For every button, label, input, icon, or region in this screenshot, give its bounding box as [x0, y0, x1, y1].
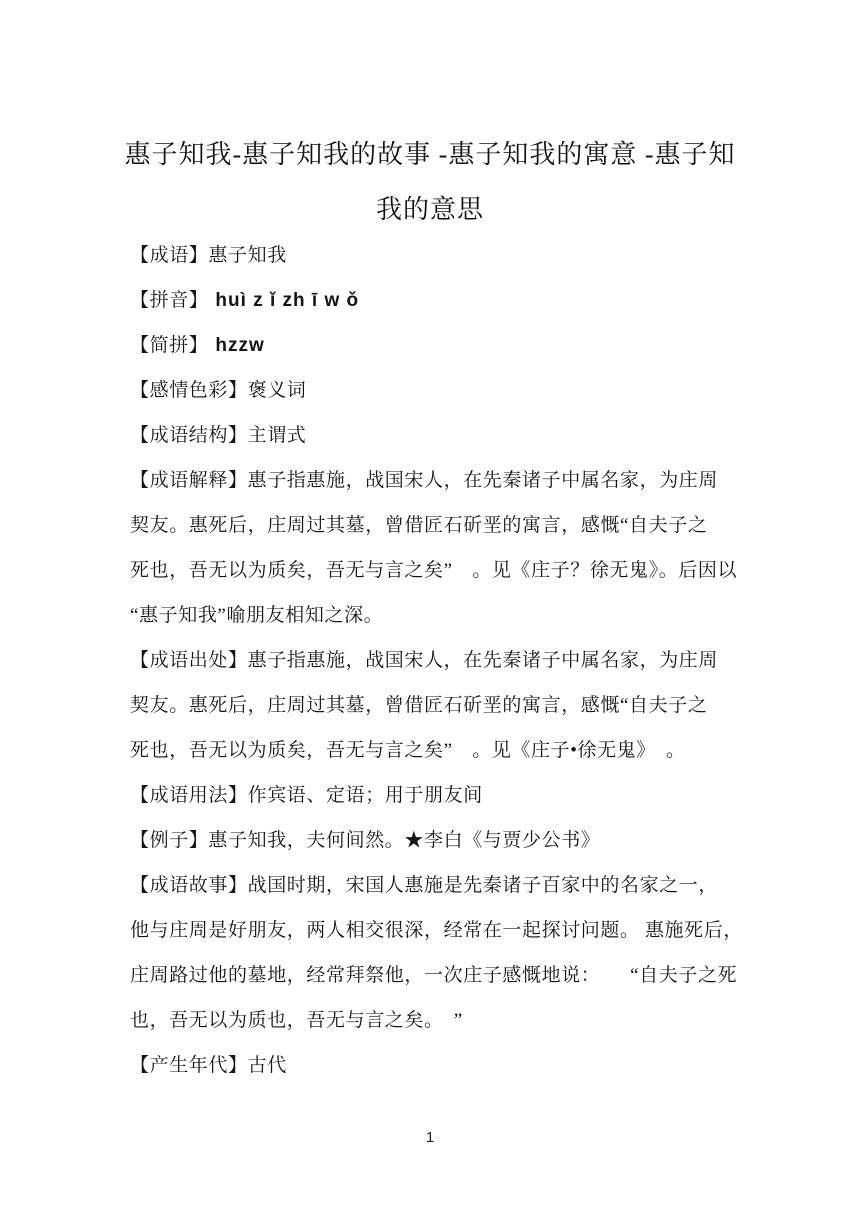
body-line-era: 【产生年代】古代	[130, 1055, 287, 1076]
body-line-source-3: 死也，吾无以为质矣，吾无与言之矣” 。见《庄子•徐无鬼》 。	[130, 740, 686, 761]
jianpin-label: 【简拼】	[130, 335, 209, 356]
jianpin-value: hzzw	[215, 335, 265, 356]
body-line-explanation-4: “惠子知我”喻朋友相知之深。	[130, 605, 384, 626]
body-line-sentiment: 【感情色彩】褒义词	[130, 380, 307, 401]
body-line-story-3: 庄周路过他的墓地，经常拜祭他，一次庄子感慨地说： “自夫子之死	[130, 965, 738, 986]
body-line-jianpin	[130, 323, 745, 368]
body-line-story-1: 【成语故事】战国时期，宋国人惠施是先秦诸子百家中的名家之一，	[130, 875, 719, 896]
body-line-story-2: 他与庄周是好朋友，两人相交很深，经常在一起探讨问题。 惠施死后，	[130, 920, 743, 941]
document-title-line-2: 我的意思	[375, 195, 484, 224]
document-body	[130, 233, 745, 1088]
document-title	[0, 127, 860, 237]
body-line-source-2: 契友。惠死后，庄周过其墓，曾借匠石斫垩的寓言，感慨“自夫子之	[130, 695, 708, 716]
pinyin-label: 【拼音】	[130, 290, 209, 311]
page-number: 1	[425, 1129, 435, 1146]
body-line-explanation-3: 死也，吾无以为质矣，吾无与言之矣” 。见《庄子？徐无鬼》。后因以	[130, 560, 738, 581]
body-line-explanation-1: 【成语解释】惠子指惠施，战国宋人，在先秦诸子中属名家，为庄周	[130, 470, 719, 491]
body-line-story-4: 也，吾无以为质也，吾无与言之矣。 ”	[130, 1010, 463, 1031]
body-line-source-1: 【成语出处】惠子指惠施，战国宋人，在先秦诸子中属名家，为庄周	[130, 650, 719, 671]
body-line-idiom: 【成语】惠子知我	[130, 245, 287, 266]
body-line-explanation-2: 契友。惠死后，庄周过其墓，曾借匠石斫垩的寓言，感慨“自夫子之	[130, 515, 708, 536]
body-line-example: 【例子】惠子知我，夫何间然。★李白《与贾少公书》	[130, 830, 601, 851]
document-title-line-1: 惠子知我-惠子知我的故事 -惠子知我的寓意 -惠子知	[124, 140, 736, 169]
body-line-pinyin	[130, 278, 745, 323]
body-line-usage: 【成语用法】作宾语、定语；用于朋友间	[130, 785, 483, 806]
pinyin-value: huì z ǐ zh ī w ǒ	[215, 290, 360, 311]
body-line-structure: 【成语结构】主谓式	[130, 425, 307, 446]
